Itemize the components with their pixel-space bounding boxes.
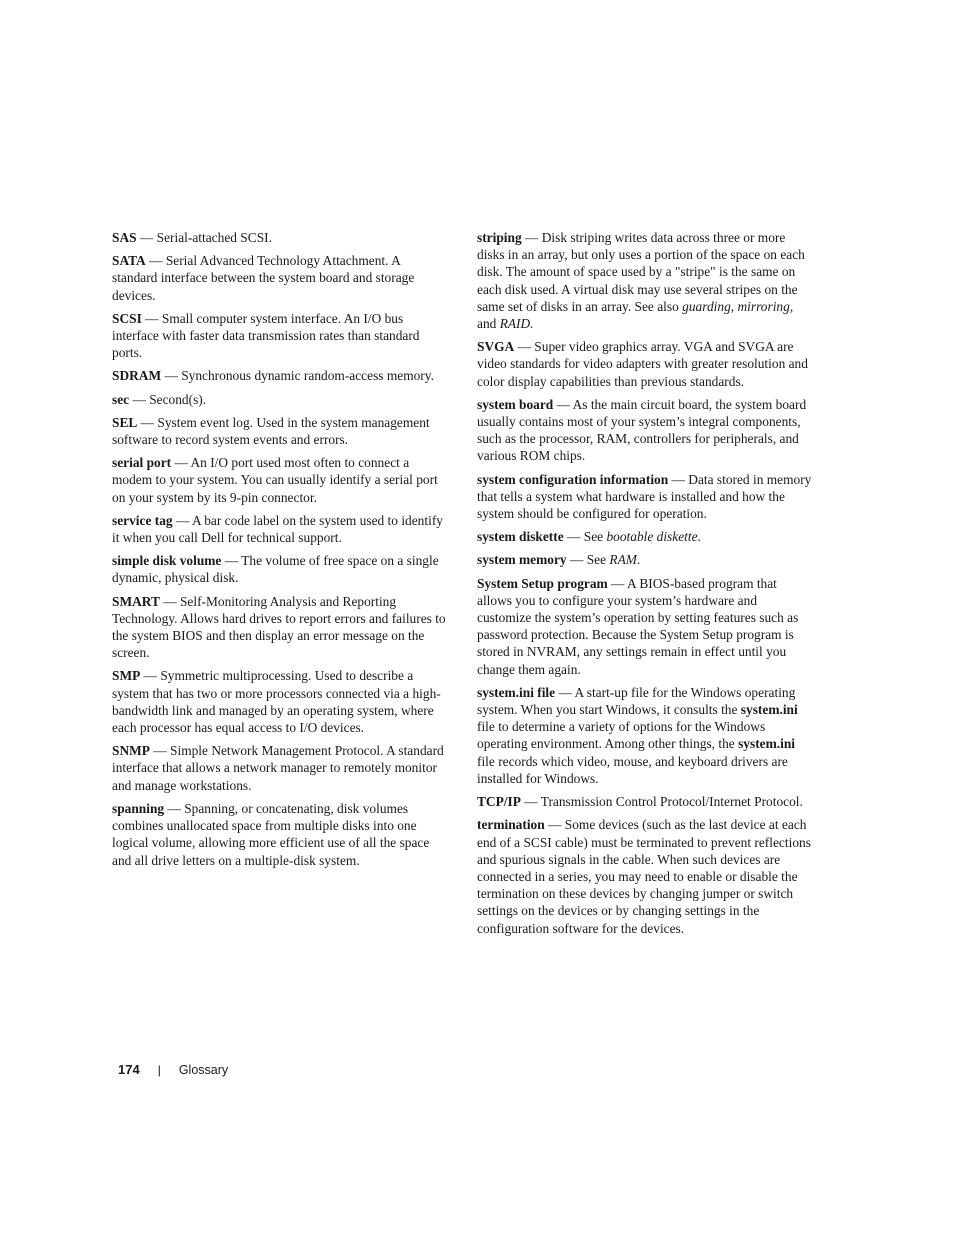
glossary-entry-system-board <box>477 396 813 465</box>
entry-definition: — Small computer system interface. An I/O bus interface with faster data transmission rates than standard ports. <box>112 310 420 361</box>
entry-definition-part: , and <box>477 298 794 332</box>
entry-term: SMART <box>112 593 160 609</box>
glossary-entry-sata <box>112 252 448 304</box>
glossary-entry-serial-port <box>112 454 448 506</box>
entry-term: SATA <box>112 253 146 269</box>
entry-term: SDRAM <box>112 368 162 384</box>
entry-term: termination <box>477 817 545 833</box>
entry-term: SCSI <box>112 310 142 326</box>
glossary-entry-scsi <box>112 310 448 362</box>
glossary-entry-spanning <box>112 800 448 869</box>
entry-definition: — The volume of free space on a single dynamic, physical disk. <box>112 553 439 586</box>
glossary-entry-sel <box>112 414 448 448</box>
entry-definition: — Synchronous dynamic random-access memory. <box>161 368 434 384</box>
glossary-entry-simple-disk-volume <box>112 552 448 586</box>
glossary-entry-svga <box>477 338 813 390</box>
entry-definition: — A BIOS-based program that allows you to configure your system’s hardware and customize the system’s operation by setting features such as password protection. Because the System Setup program is stored in NVRAM, any settings remain in effect until you change them again. <box>477 575 799 677</box>
entry-definition: — See <box>563 529 607 545</box>
entry-definition: — Second(s). <box>129 391 207 407</box>
entry-definition: — Super video graphics array. VGA and SVGA are video standards for video adapters with greater resolution and color display capabilities than previous standards. <box>477 339 808 389</box>
filename-reference: system.ini <box>738 736 795 752</box>
entry-term: system.ini file <box>477 684 556 700</box>
right-column <box>477 229 813 943</box>
entry-definition-part: . <box>636 552 641 568</box>
entry-definition: — Serial-attached SCSI. <box>136 230 272 245</box>
entry-definition-part: file records which video, mouse, and keyboard drivers are installed for Windows. <box>477 753 788 786</box>
cross-reference: guarding <box>682 298 731 314</box>
entry-definition: — System event log. Used in the system management software to record system events and errors. <box>112 414 430 448</box>
entry-definition: — Data stored in memory that tells a system what hardware is installed and how the system should be configured for operation. <box>477 471 812 522</box>
glossary-entry-system-configuration-information <box>477 471 813 523</box>
entry-term: SMP <box>112 668 141 684</box>
entry-term: SEL <box>112 414 138 430</box>
entry-term: SVGA <box>477 339 515 355</box>
footer-separator: | <box>157 1062 161 1077</box>
entry-term: serial port <box>112 455 172 471</box>
page-number: 174 <box>118 1062 140 1077</box>
glossary-entry-sdram <box>112 367 448 384</box>
glossary-entry-striping <box>477 229 813 332</box>
glossary-entry-snmp <box>112 742 448 794</box>
entry-term: system memory <box>477 552 567 568</box>
glossary-entry-tcp-ip <box>477 793 813 810</box>
entry-definition: — See <box>566 552 610 568</box>
entry-definition: — As the main circuit board, the system board usually contains most of your system’s integral components, such as the processor, RAM, controllers for peripherals, and various ROM chips. <box>477 396 807 464</box>
glossary-entry-system-memory <box>477 551 813 568</box>
entry-definition: — Spanning, or concatenating, disk volumes combines unallocated space from multiple disks into one logical volume, allowing more efficient use of all the space and all drive letters on a multiple-disk system. <box>112 800 430 868</box>
glossary-entry-sec <box>112 391 448 408</box>
entry-definition-part: , <box>730 298 738 314</box>
entry-definition-part: file to determine a variety of options for the Windows operating environment. Among other things, the <box>477 719 766 752</box>
entry-term: SAS <box>112 230 137 245</box>
glossary-entry-system-diskette <box>477 528 813 545</box>
glossary-entry-smart <box>112 593 448 662</box>
glossary-entry-system-ini-file <box>477 684 813 787</box>
entry-term: system configuration information <box>477 471 669 487</box>
entry-term: simple disk volume <box>112 553 222 569</box>
filename-reference: system.ini <box>740 702 798 718</box>
entry-definition: — Self-Monitoring Analysis and Reporting Technology. Allows hard drives to report errors and failures to the system BIOS and then display an error message on the screen. <box>112 593 446 661</box>
entry-definition: — Symmetric multiprocessing. Used to describe a system that has two or more processors connected via a high-bandwidth link and managed by an operating system, where each processor has equal access to I/O devices. <box>112 668 441 736</box>
cross-reference: RAM <box>609 552 637 568</box>
entry-definition: — An I/O port used most often to connect a modem to your system. You can usually identify a serial port on your system by its 9-pin connector. <box>112 455 438 505</box>
section-title: Glossary <box>178 1062 229 1077</box>
page-footer <box>118 1062 228 1077</box>
cross-reference: bootable diskette <box>606 529 698 545</box>
entry-definition: — Some devices (such as the last device at each end of a SCSI cable) must be terminated to prevent reflections and spurious signals in the cable. When such devices are connected in a series, you may need to enable or disable the termination on these devices by changing jumper or switch settings on the devices or by changing settings in the configuration software for the devices. <box>477 817 811 936</box>
entry-term: System Setup program <box>477 575 608 591</box>
left-column <box>112 229 448 875</box>
cross-reference: mirroring <box>737 298 790 314</box>
entry-term: system board <box>477 396 554 412</box>
entry-term: sec <box>112 391 130 407</box>
glossary-entry-system-setup-program <box>477 575 813 678</box>
glossary-entry-termination <box>477 816 813 936</box>
entry-term: SNMP <box>112 743 150 759</box>
entry-term: service tag <box>112 512 173 528</box>
glossary-entry-service-tag <box>112 512 448 546</box>
entry-term: spanning <box>112 800 165 816</box>
entry-term: striping <box>477 230 522 245</box>
entry-definition: — Disk striping writes data across three or more disks in an array, but only uses a portion of the space on each disk. The amount of space used by a "stripe" is the same on each disk used. A virtual disk may use several stripes on the same set of disks in an array. See also <box>477 230 805 314</box>
glossary-entry-smp <box>112 667 448 736</box>
entry-definition: — A bar code label on the system used to identify it when you call Dell for technical support. <box>112 512 443 546</box>
entry-definition: — Serial Advanced Technology Attachment. A standard interface between the system board and storage devices. <box>112 253 415 303</box>
entry-term: system diskette <box>477 529 564 545</box>
entry-definition: — A start-up file for the Windows operating system. When you start Windows, it consults the <box>477 684 796 718</box>
glossary-entry-sas <box>112 229 448 246</box>
cross-reference: RAID. <box>499 316 534 332</box>
entry-definition: — Transmission Control Protocol/Internet Protocol. <box>520 794 803 810</box>
entry-term: TCP/IP <box>477 794 521 810</box>
entry-definition: — Simple Network Management Protocol. A standard interface that allows a network manager to remotely monitor and manage workstations. <box>112 743 444 793</box>
entry-definition-part: . <box>697 529 701 545</box>
